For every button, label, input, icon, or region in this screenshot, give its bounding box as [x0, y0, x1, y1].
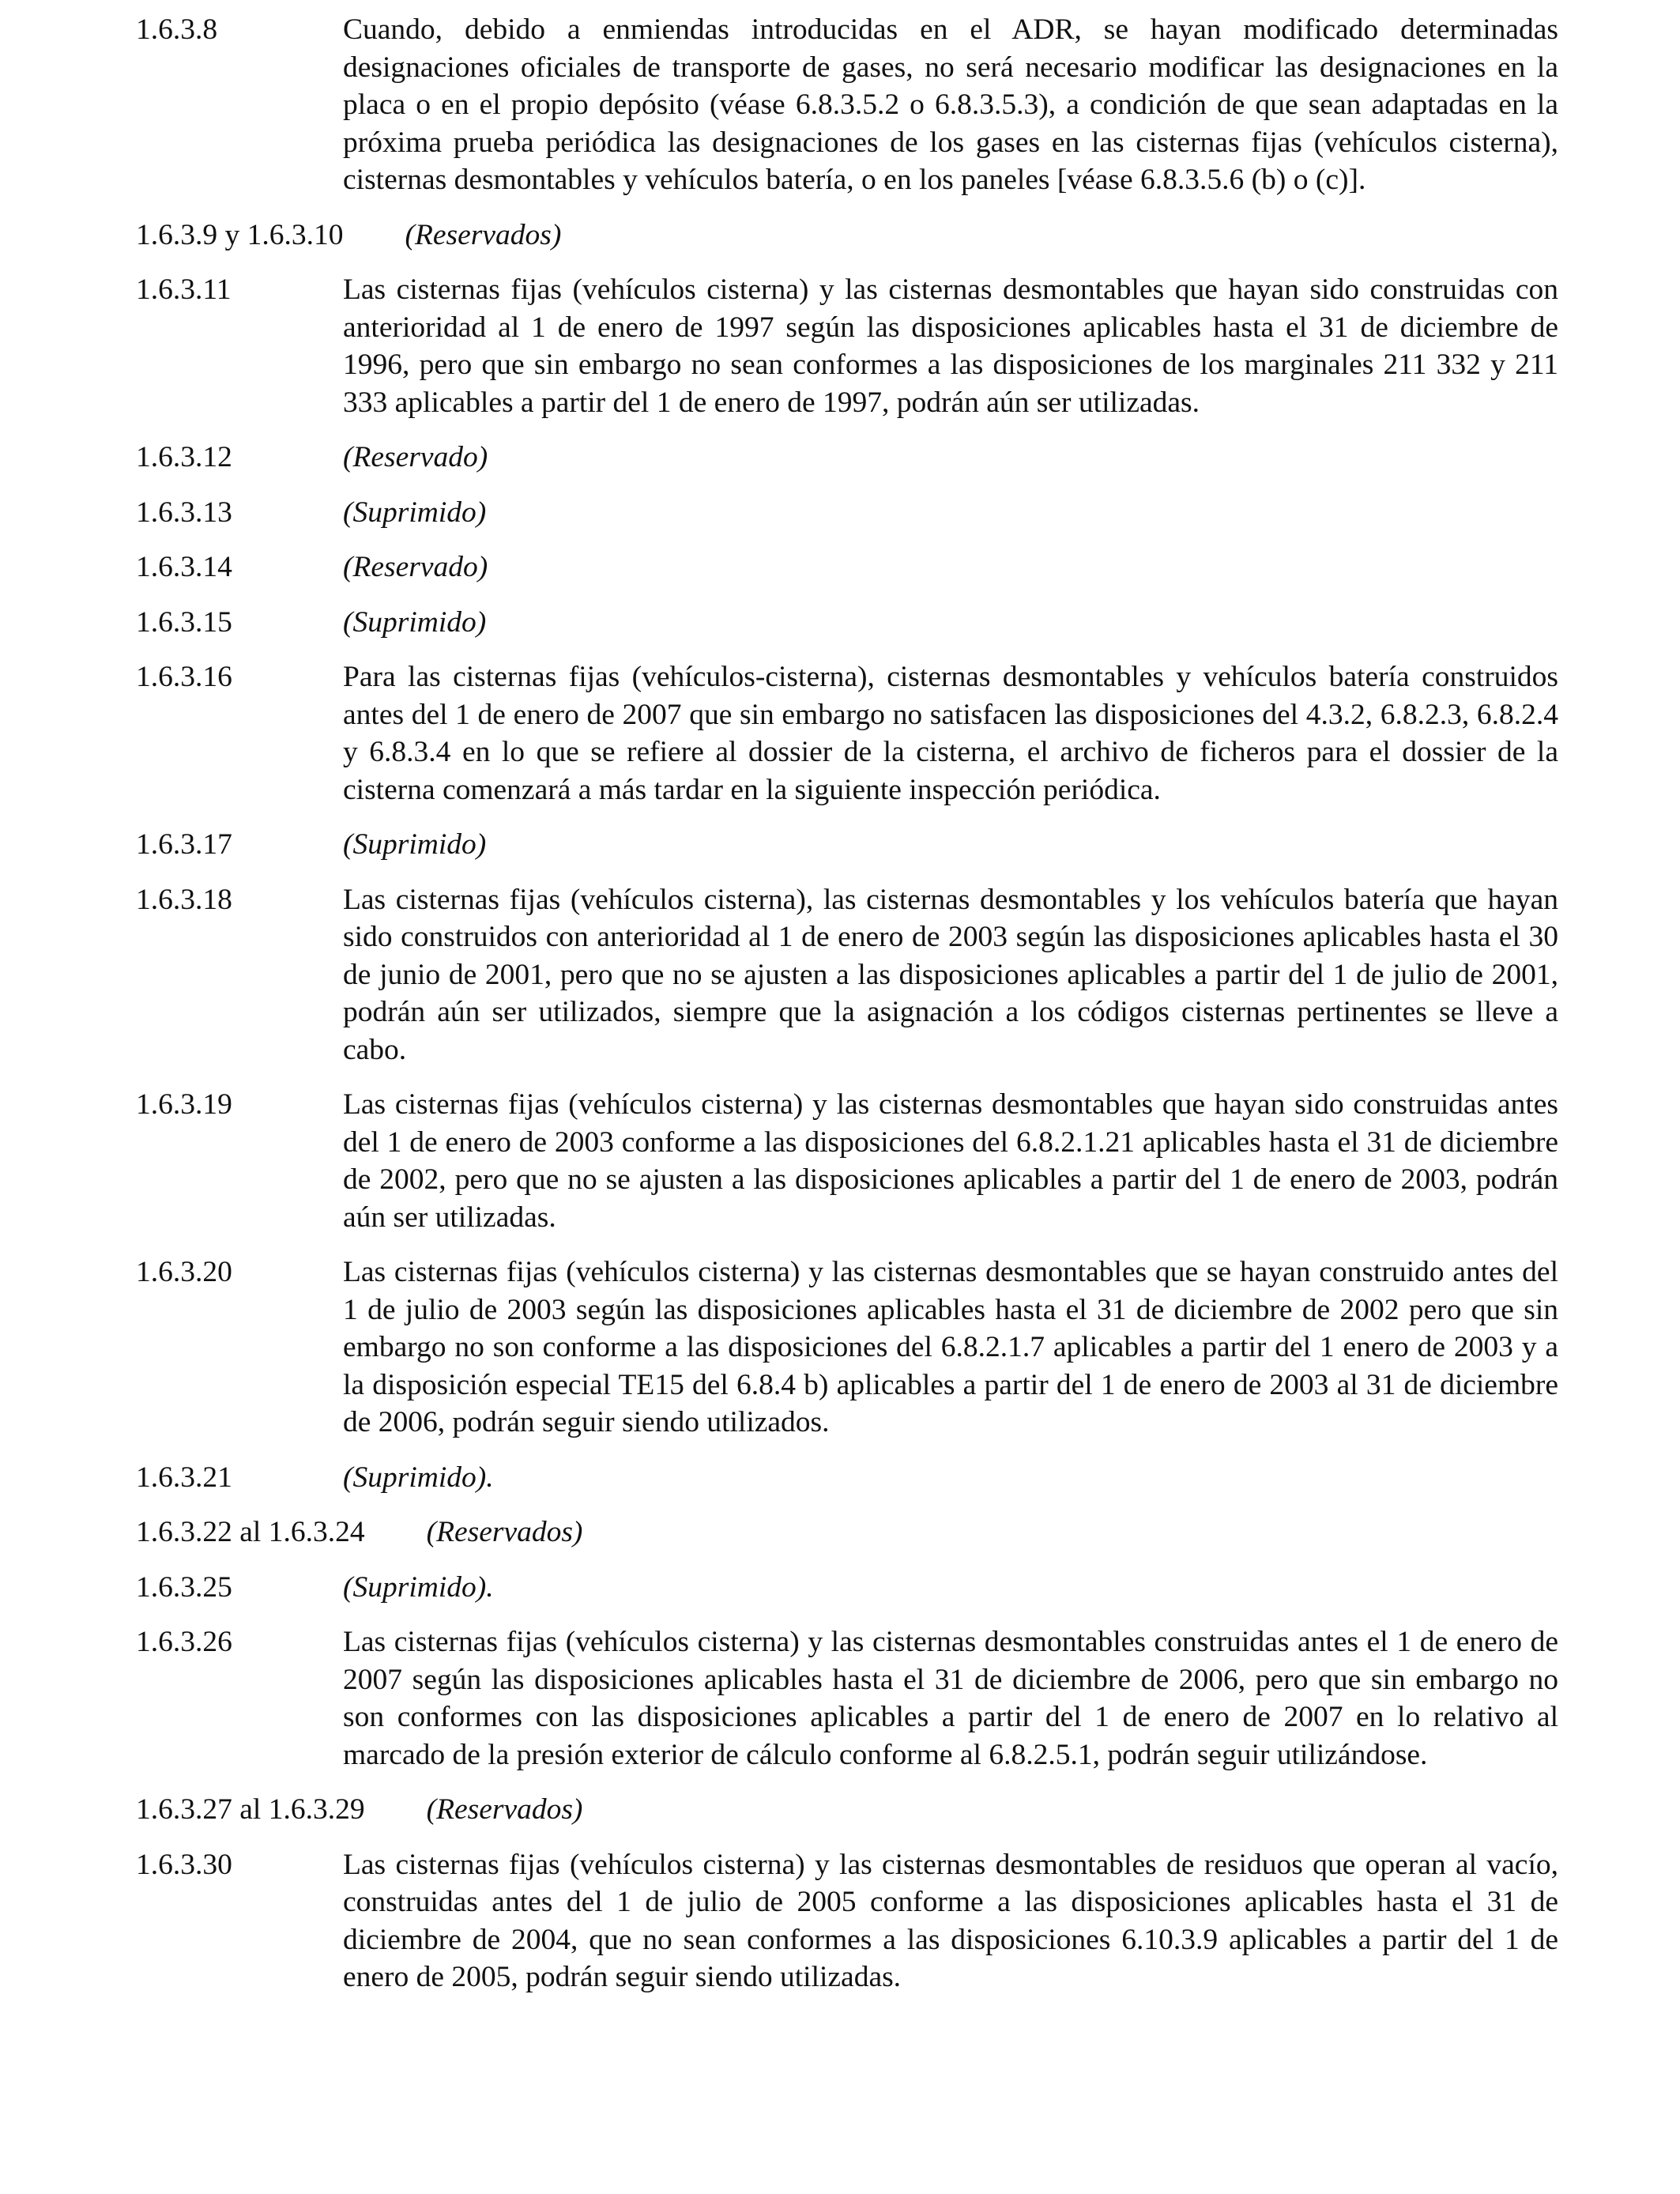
provision-status: (Suprimido): [343, 496, 487, 529]
provision-text: Las cisternas fijas (vehículos cisterna) y las cisternas desmontables construidas antes el 1 de enero de 2007 según las disposiciones aplicables hasta el 31 de diciembre de 2006, pero que sin embargo no son conformes con las disposiciones aplicables a partir del 1 de enero de 2007 en lo relativo al marcado de la presión exterior de cálculo conforme al 6.8.2.5.1, podrán seguir utilizándose.: [343, 1626, 1558, 1771]
provision-status: (Reservados): [426, 1516, 583, 1548]
provision-status: (Suprimido): [343, 828, 487, 861]
provision-number: 1.6.3.20: [136, 1256, 232, 1288]
provision-1-6-3-21: [136, 1459, 1558, 1497]
provision-1-6-3-9-10: [136, 217, 1558, 254]
provision-1-6-3-19: [136, 1086, 1558, 1236]
provision-status: (Reservado): [343, 441, 488, 473]
provision-status: (Reservados): [426, 1793, 583, 1826]
provision-number: 1.6.3.14: [136, 551, 232, 583]
provision-1-6-3-16: [136, 658, 1558, 809]
provision-status: (Suprimido): [343, 605, 487, 639]
provision-1-6-3-30: [136, 1846, 1558, 1996]
provision-1-6-3-15: [136, 604, 1558, 642]
provision-1-6-3-12: [136, 439, 1558, 477]
provisions-list: [136, 11, 1558, 2014]
provision-number: 1.6.3.11: [136, 273, 232, 306]
provision-number: 1.6.3.15: [136, 605, 232, 639]
provision-text: Las cisternas fijas (vehículos cisterna) y las cisternas desmontables que hayan sido construidas con anterioridad al 1 de enero de 1997 según las disposiciones aplicables hasta el 31 de diciembre de 1996, pero que sin embargo no sean conformes a las disposiciones de los marginales 211 332 y 211 333 aplicables a partir del 1 de enero de 1997, podrán aún ser utilizadas.: [343, 273, 1558, 419]
provision-1-6-3-17: [136, 826, 1558, 864]
provision-number: 1.6.3.16: [136, 661, 232, 693]
provision-status: (Reservado): [343, 551, 488, 583]
provision-number: 1.6.3.8: [136, 13, 218, 46]
provision-number: 1.6.3.12: [136, 441, 232, 473]
provision-number: 1.6.3.30: [136, 1848, 232, 1881]
provision-text: Las cisternas fijas (vehículos cisterna) y las cisternas desmontables que hayan sido construidas antes del 1 de enero de 2003 conforme a las disposiciones del 6.8.2.1.21 aplicables hasta el 31 de diciembre de 2002, pero que no se ajusten a las disposiciones aplicables a partir del 1 de enero de 2003, podrán aún ser utilizadas.: [343, 1088, 1558, 1234]
provision-number: 1.6.3.9 y 1.6.3.10: [136, 218, 344, 251]
provision-1-6-3-18: [136, 881, 1558, 1069]
provision-1-6-3-8: [136, 11, 1558, 199]
provision-text: Cuando, debido a enmiendas introducidas en el ADR, se hayan modificado determinadas designaciones oficiales de transporte de gases, no será necesario modificar las designaciones en la placa o en el propio depósito (véase 6.8.3.5.2 o 6.8.3.5.3), a condición de que sean adaptadas en la próxima prueba periódica las designaciones de los gases en las cisternas fijas (vehículos cisterna), cisternas desmontables y vehículos batería, o en los paneles [véase 6.8.3.5.6 (b) o (c)].: [343, 13, 1558, 196]
provision-status: (Reservados): [405, 218, 562, 251]
provision-status: (Suprimido).: [343, 1461, 494, 1494]
provision-number: 1.6.3.26: [136, 1626, 232, 1658]
provision-text: Las cisternas fijas (vehículos cisterna) y las cisternas desmontables de residuos que operan al vacío, construidas antes del 1 de julio de 2005 conforme a las disposiciones aplicables hasta el 31 de diciembre de 2004, que no sean conformes a las disposiciones 6.10.3.9 aplicables a partir del 1 de enero de 2005, podrán seguir siendo utilizadas.: [343, 1848, 1558, 1993]
provision-1-6-3-25: [136, 1569, 1558, 1607]
provision-status: (Suprimido).: [343, 1570, 494, 1604]
provision-number: 1.6.3.21: [136, 1461, 232, 1494]
provision-1-6-3-14: [136, 548, 1558, 586]
provision-text: Las cisternas fijas (vehículos cisterna) y las cisternas desmontables que se hayan construido antes del 1 de julio de 2003 según las disposiciones aplicables hasta el 31 de diciembre de 2002 pero que sin embargo no son conforme a las disposiciones del 6.8.2.1.7 aplicables a partir del 1 enero de 2003 y a la disposición especial TE15 del 6.8.4 b) aplicables a partir del 1 de enero de 2003 al 31 de diciembre de 2006, podrán seguir siendo utilizados.: [343, 1256, 1558, 1438]
provision-1-6-3-26: [136, 1623, 1558, 1774]
provision-1-6-3-22-24: [136, 1514, 1558, 1551]
provision-1-6-3-13: [136, 494, 1558, 532]
provision-number: 1.6.3.25: [136, 1570, 232, 1604]
provision-number: 1.6.3.17: [136, 828, 232, 861]
provision-text: Para las cisternas fijas (vehículos-cisterna), cisternas desmontables y vehículos batería construidos antes del 1 de enero de 2007 que sin embargo no satisfacen las disposiciones del 4.3.2, 6.8.2.3, 6.8.2.4 y 6.8.3.4 en lo que se refiere al dossier de la cisterna, el archivo de ficheros para el dossier de la cisterna comenzará a más tardar en la siguiente inspección periódica.: [343, 661, 1558, 806]
provision-number: 1.6.3.22 al 1.6.3.24: [136, 1516, 365, 1548]
provision-1-6-3-27-29: [136, 1791, 1558, 1829]
provision-1-6-3-20: [136, 1253, 1558, 1442]
provision-number: 1.6.3.18: [136, 883, 232, 916]
provision-number: 1.6.3.27 al 1.6.3.29: [136, 1793, 365, 1826]
provision-number: 1.6.3.13: [136, 496, 232, 529]
provision-text: Las cisternas fijas (vehículos cisterna), las cisternas desmontables y los vehículos batería que hayan sido construidos con anterioridad al 1 de enero de 2003 según las disposiciones aplicables hasta el 30 de junio de 2001, pero que no se ajusten a las disposiciones aplicables a partir del 1 de julio de 2001, podrán aún ser utilizados, siempre que la asignación a los códigos cisternas pertinentes se lleve a cabo.: [343, 883, 1558, 1066]
provision-number: 1.6.3.19: [136, 1088, 232, 1121]
provision-1-6-3-11: [136, 271, 1558, 421]
